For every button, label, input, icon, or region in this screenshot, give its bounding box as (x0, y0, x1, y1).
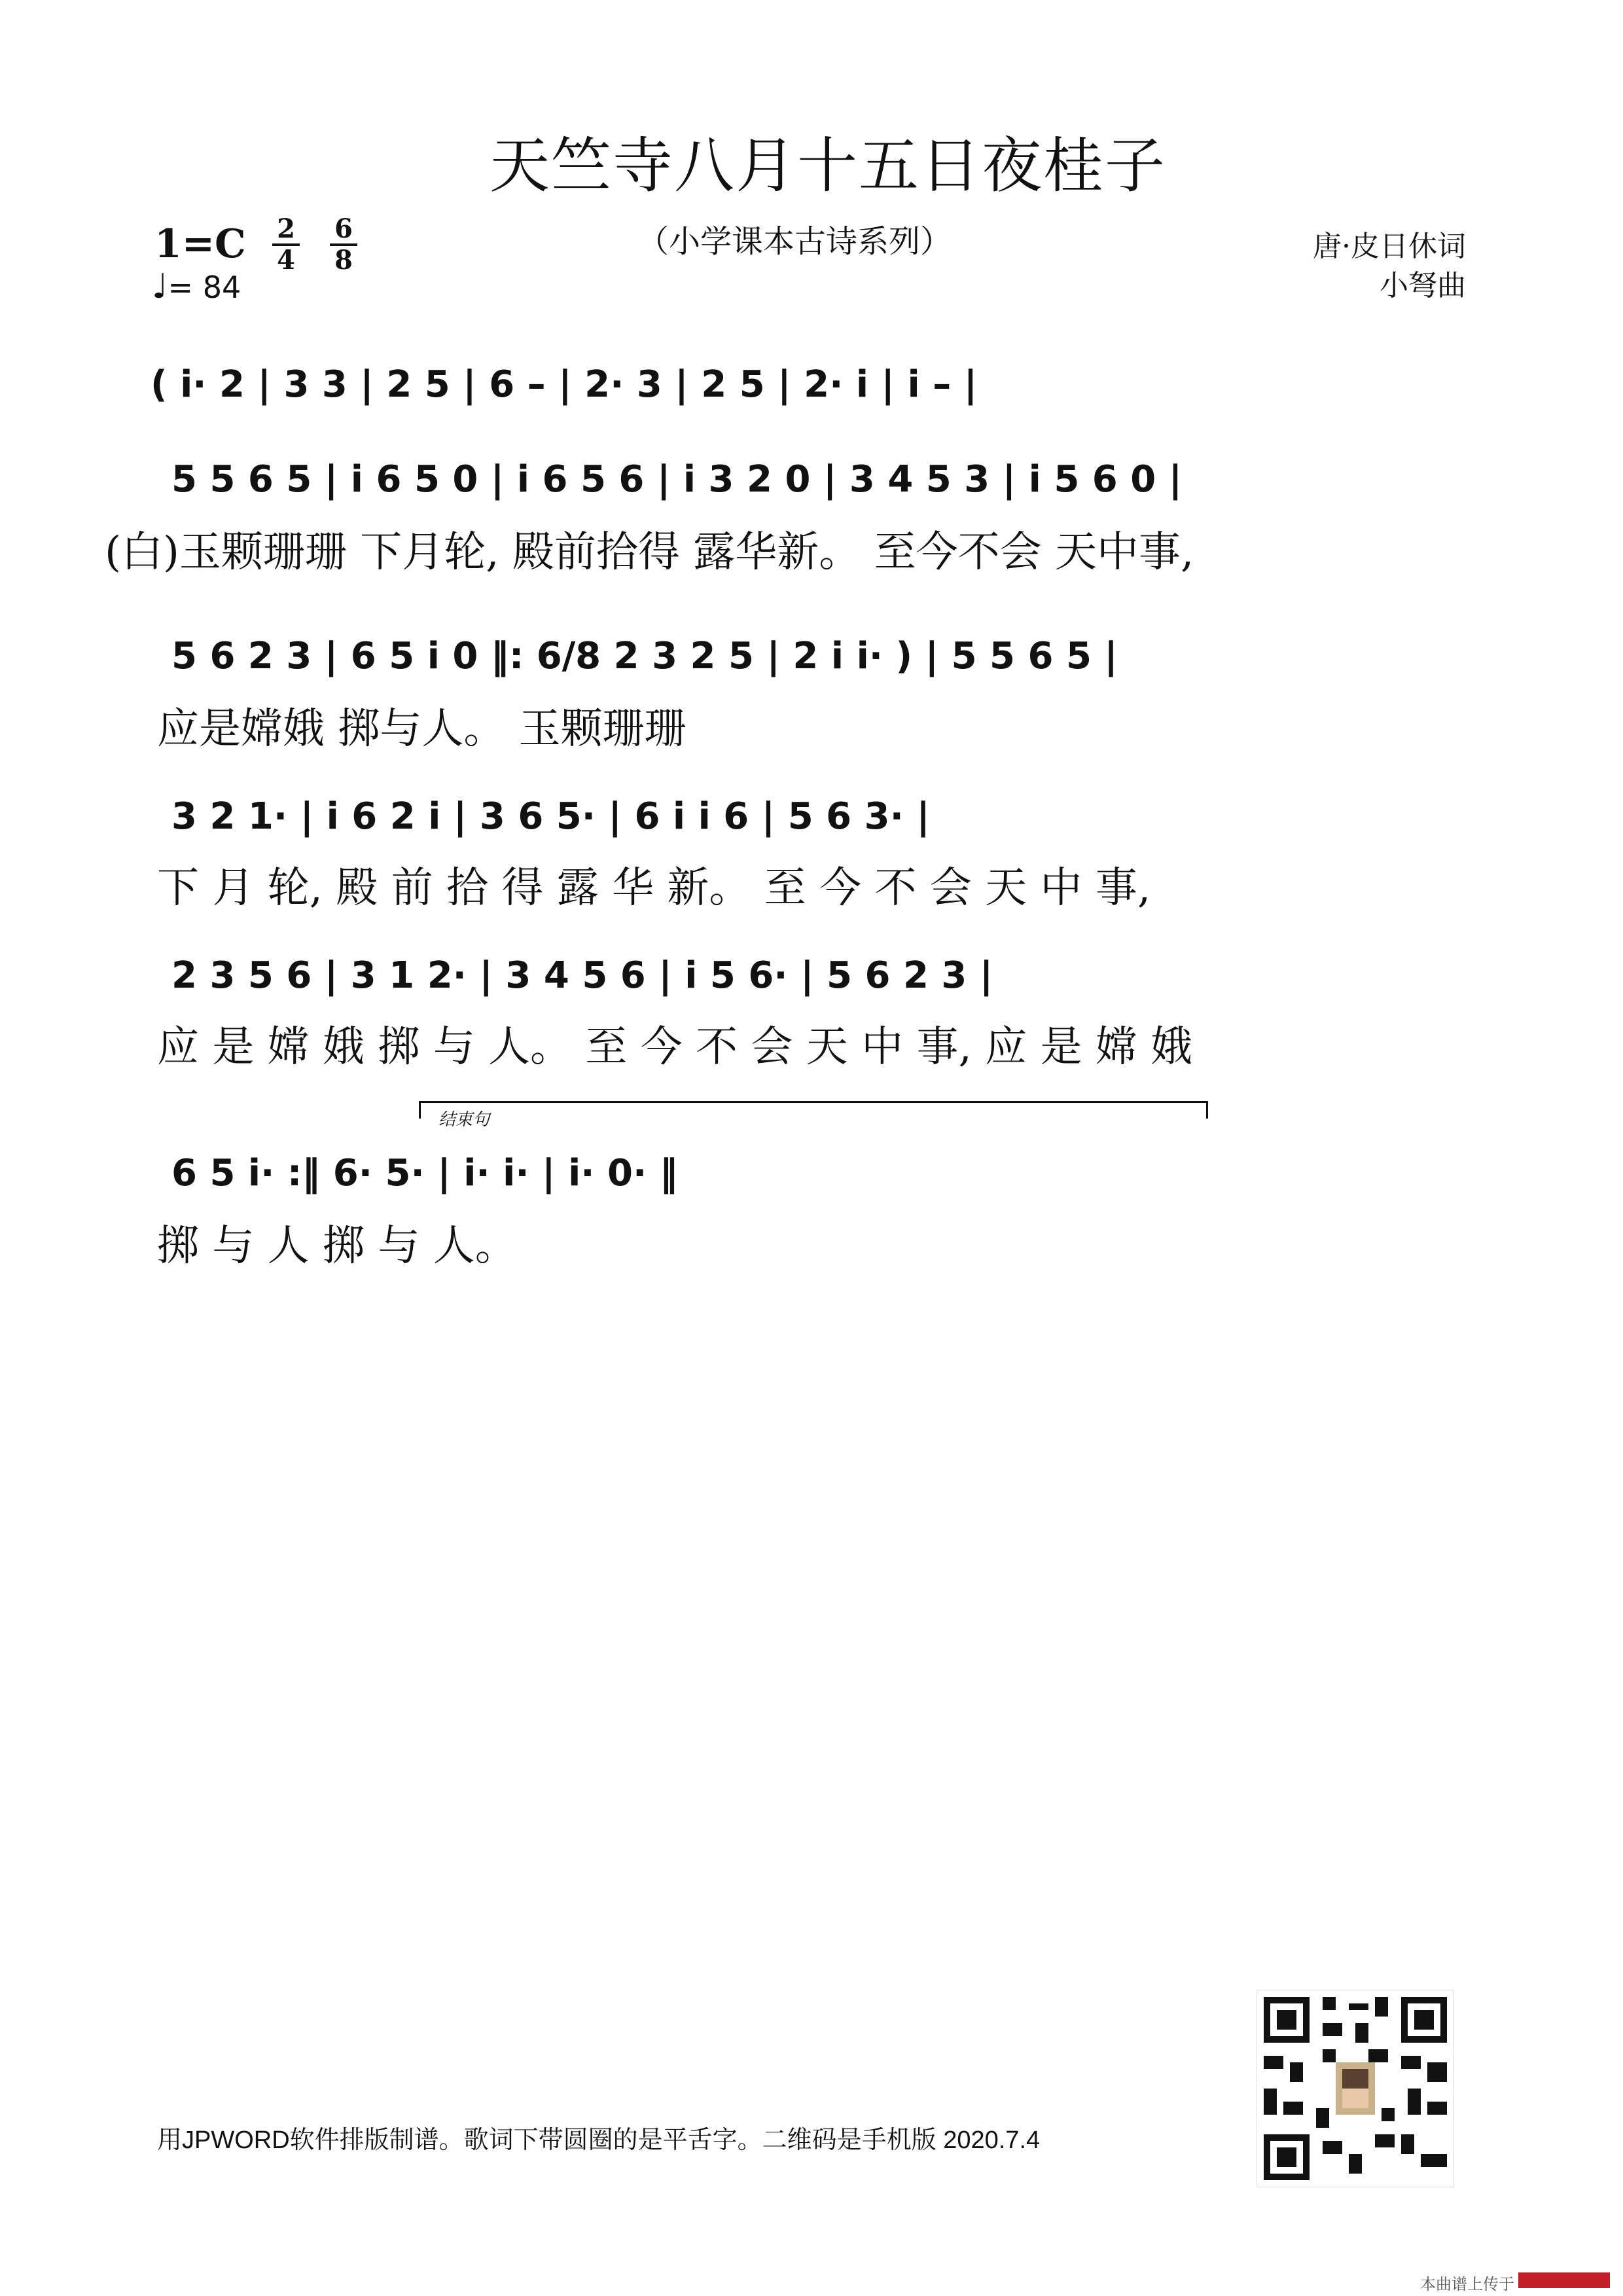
footer-note: 用JPWORD软件排版制谱。歌词下带圆圈的是平舌字。二维码是手机版 2020.7.4 (157, 2126, 1041, 2154)
key-signature: 1=C (154, 221, 246, 267)
score-row-5-music: 2 3 5 6 | 3 1 2· | 3 4 5 6 | i 5 6· | 5 6 2 3 | (171, 954, 993, 997)
time-num: 6 (334, 213, 353, 244)
score-row-4-lyrics: 下 月 轮, 殿 前 拾 得 露 华 新。 至 今 不 会 天 中 事, (157, 864, 1151, 912)
tempo-marking: ♩= 84 (152, 267, 241, 306)
score-row-1-music: ( i· 2 | 3 3 | 2 5 | 6 – | 2· 3 | 2 5 | 2· i | i – | (151, 363, 978, 406)
time-signature-2-4 (270, 215, 302, 275)
time-signature-6-8 (327, 215, 360, 275)
time-den: 8 (334, 245, 353, 276)
score-row-6-lyrics: 掷 与 人 掷 与 人。 (157, 1222, 517, 1270)
qr-code-icon (1257, 1990, 1454, 2187)
score-row-3-lyrics: 应是嫦娥 掷与人。 玉颗珊珊 (157, 705, 687, 753)
score-row-6-music: 6 5 i· :‖ 6· 5· | i· i· | i· 0· ‖ (171, 1152, 678, 1194)
song-subtitle: （小学课本古诗系列） (637, 223, 952, 260)
time-num: 2 (277, 213, 295, 244)
ending-bracket (419, 1101, 1208, 1119)
ending-label: 结束句 (438, 1109, 490, 1129)
score-row-3-music: 5 6 2 3 | 6 5 i 0 ‖: 6/8 2 3 2 5 | 2 i i· ) | 5 5 6 5 | (171, 635, 1118, 677)
score-row-2-lyrics: (白)玉颗珊珊 下月轮, 殿前拾得 露华新。 至今不会 天中事, (105, 528, 1194, 577)
lyricist-credit: 唐·皮日休词 (1313, 230, 1466, 263)
quarter-note-icon: ♩ (152, 267, 168, 306)
song-title: 天竺寺八月十五日夜桂子 (490, 131, 1167, 201)
watermark-text: 本曲谱上传于 (1420, 2276, 1514, 2293)
score-row-4-music: 3 2 1· | i 6 2 i | 3 6 5· | 6 i i 6 | 5 6 3· | (171, 795, 930, 838)
score-row-5-lyrics: 应 是 嫦 娥 掷 与 人。 至 今 不 会 天 中 事, 应 是 嫦 娥 (157, 1023, 1193, 1071)
composer-credit: 小弩曲 (1380, 269, 1466, 302)
site-logo (1518, 2272, 1610, 2288)
score-row-2-music: 5 5 6 5 | i 6 5 0 | i 6 5 6 | i 3 2 0 | 3 4 5 3 | i 5 6 0 | (171, 458, 1183, 501)
time-den: 4 (277, 245, 295, 276)
